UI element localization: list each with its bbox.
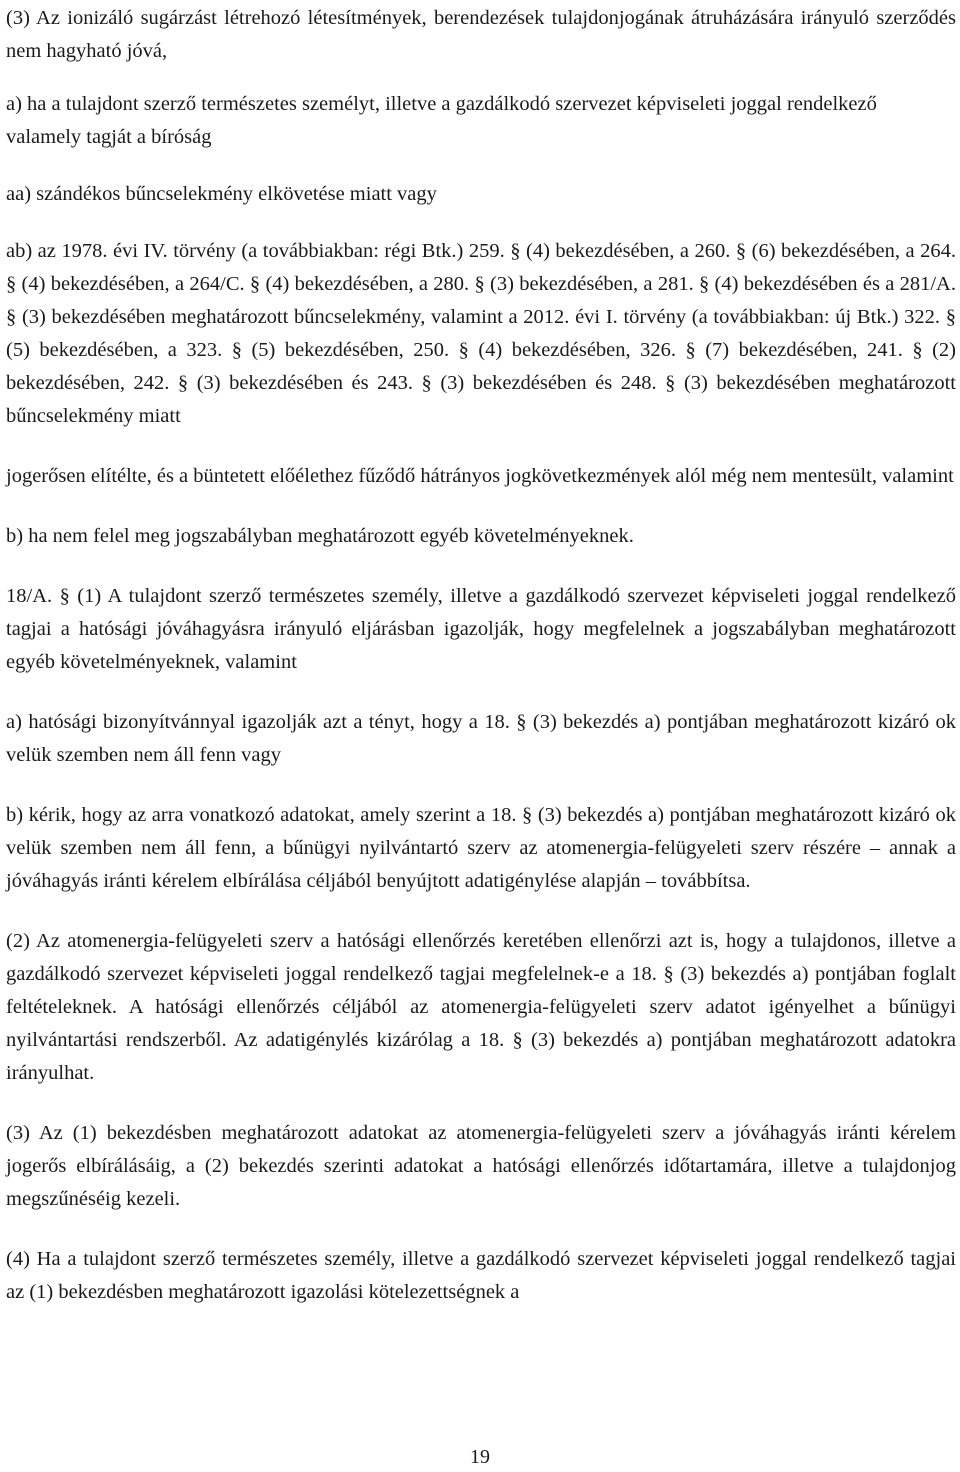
paragraph-18a-1: 18/A. § (1) A tulajdont szerző természetes személy, illetve a gazdálkodó szervezet képviseleti joggal rendelkező tagjai a hatósági jóváhagyásra irányuló eljárásban igazolják, hogy megfelelnek a jogszabályban meghatározott egyéb követelményeknek, valamint xyxy=(6,585,956,673)
paragraph-18a-1-b: b) kérik, hogy az arra vonatkozó adatokat, amely szerint a 18. § (3) bekezdés a) pontjában meghatározott kizáró ok velük szemben nem áll fenn, a bűnügyi nyilvántartó szerv az atomenergia-felügyeleti szerv részére – annak a jóváhagyás iránti kérelem elbírálása céljából benyújtott adatigénylése alapján – továbbítsa. xyxy=(6,804,956,892)
paragraph-point-b: b) ha nem felel meg jogszabályban meghatározott egyéb követelményeknek. xyxy=(6,525,634,547)
paragraph-18a-3: (3) Az (1) bekezdésben meghatározott adatokat az atomenergia-felügyeleti szerv a jóváhagyás iránti kérelem jogerős elbírálásáig, a (2) bekezdés szerinti adatokat a hatósági ellenőrzés időtartamára, illetve a tulajdonjog megszűnéséig kezeli. xyxy=(6,1122,956,1210)
document-body xyxy=(6,0,956,1309)
paragraph-18a-2: (2) Az atomenergia-felügyeleti szerv a hatósági ellenőrzés keretében ellenőrzi azt is, hogy a tulajdonos, illetve a gazdálkodó szervezet képviseleti joggal rendelkező tagjai megfelelnek-e a 18. § (3) bekezdés a) pontjában foglalt feltételeknek. A hatósági ellenőrzés céljából az atomenergia-felügyeleti szerv adatot igényelhet a bűnügyi nyilvántartási rendszerből. Az adatigénylés kizárólag a 18. § (3) bekezdés a) pontjában meghatározott adatokra irányulhat. xyxy=(6,930,956,1084)
paragraph-point-aa: aa) szándékos bűncselekmény elkövetése miatt vagy xyxy=(6,183,437,205)
paragraph-18-3: (3) Az ionizáló sugárzást létrehozó létesítmények, berendezések tulajdonjogának átruházására irányuló szerződés nem hagyható jóvá, xyxy=(6,7,956,62)
paragraph-18a-1-a: a) hatósági bizonyítvánnyal igazolják azt a tényt, hogy a 18. § (3) bekezdés a) pontjában meghatározott kizáró ok velük szemben nem áll fenn vagy xyxy=(6,711,956,766)
paragraph-point-a: a) ha a tulajdont szerző természetes személyt, illetve a gazdálkodó szervezet képviseleti joggal rendelkező valamely tagját a bíróság xyxy=(6,93,877,148)
page-number: 19 xyxy=(470,1446,490,1468)
paragraph-point-ab: ab) az 1978. évi IV. törvény (a továbbiakban: régi Btk.) 259. § (4) bekezdésében, a 260. § (6) bekezdésében, a 264. § (4) bekezdésében, a 264/C. § (4) bekezdésében, a 280. § (3) bekezdésében, a 281. § (4) bekezdésében és a 281/A. § (3) bekezdésében meghatározott bűncselekmény, valamint a 2012. évi I. törvény (a továbbiakban: új Btk.) 322. § (5) bekezdésében, a 323. § (5) bekezdésében, 250. § (4) bekezdésében, 326. § (7) bekezdésében, 241. § (2) bekezdésében, 242. § (3) bekezdésében és 243. § (3) bekezdésében és 248. § (3) bekezdésében meghatározott bűncselekmény miatt xyxy=(6,240,956,427)
paragraph-18a-4: (4) Ha a tulajdont szerző természetes személy, illetve a gazdálkodó szervezet képviseleti joggal rendelkező tagjai az (1) bekezdésben meghatározott igazolási kötelezettségnek a xyxy=(6,1248,956,1303)
paragraph-conviction: jogerősen elítélte, és a büntetett előélethez fűződő hátrányos jogkövetkezmények alól még nem mentesült, valamint xyxy=(6,465,954,487)
